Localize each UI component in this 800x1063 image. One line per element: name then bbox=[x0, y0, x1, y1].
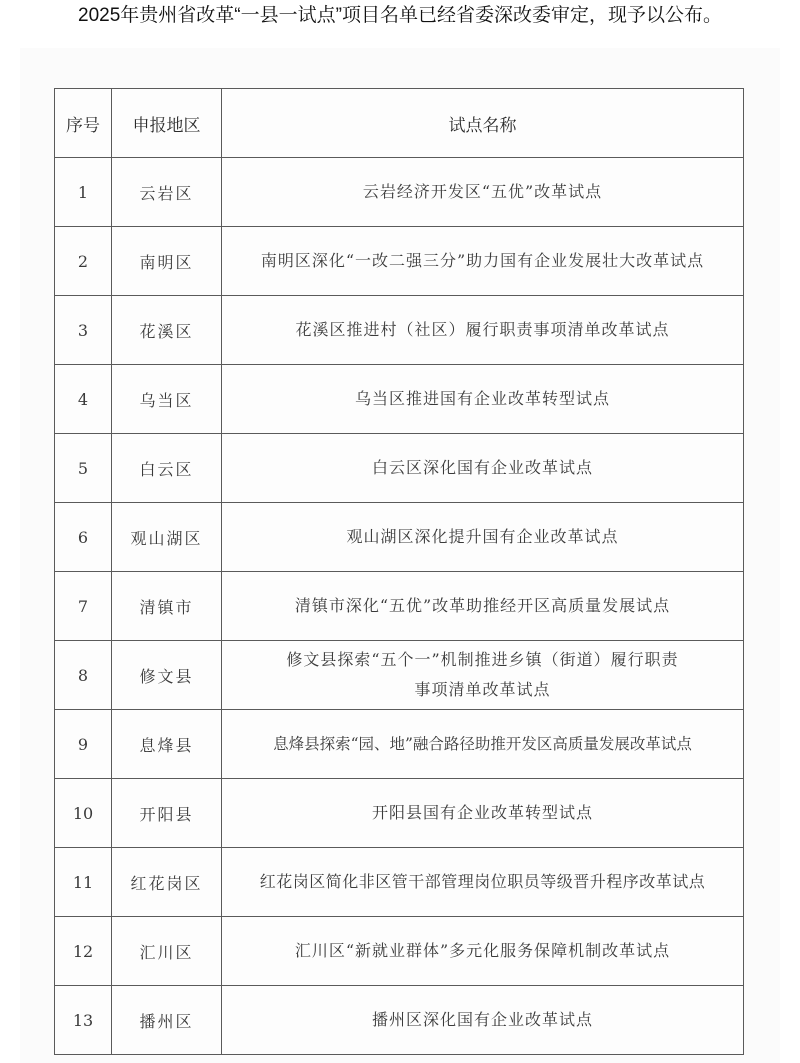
headline: 2025年贵州省改革“一县一试点”项目名单已经省委深改委审定，现予以公布。 bbox=[78, 5, 722, 26]
table-row bbox=[55, 434, 744, 503]
cell-no: 12 bbox=[55, 917, 112, 986]
cell-region: 清镇市 bbox=[112, 572, 222, 641]
cell-no: 4 bbox=[55, 365, 112, 434]
cell-name: 白云区深化国有企业改革试点 bbox=[222, 434, 744, 503]
header-region: 申报地区 bbox=[112, 89, 222, 158]
cell-no: 13 bbox=[55, 986, 112, 1055]
table-row bbox=[55, 296, 744, 365]
cell-name: 播州区深化国有企业改革试点 bbox=[222, 986, 744, 1055]
cell-region: 汇川区 bbox=[112, 917, 222, 986]
cell-no: 8 bbox=[55, 641, 112, 710]
cell-region: 红花岗区 bbox=[112, 848, 222, 917]
cell-name: 红花岗区简化非区管干部管理岗位职员等级晋升程序改革试点 bbox=[222, 848, 744, 917]
cell-region: 修文县 bbox=[112, 641, 222, 710]
cell-name-line: 事项清单改革试点 bbox=[414, 680, 551, 699]
cell-region: 云岩区 bbox=[112, 158, 222, 227]
table-row bbox=[55, 227, 744, 296]
table-row bbox=[55, 365, 744, 434]
cell-no: 9 bbox=[55, 710, 112, 779]
cell-region: 南明区 bbox=[112, 227, 222, 296]
cell-region: 开阳县 bbox=[112, 779, 222, 848]
table-header-row bbox=[55, 89, 744, 158]
header-name: 试点名称 bbox=[222, 89, 744, 158]
cell-region: 播州区 bbox=[112, 986, 222, 1055]
cell-no: 3 bbox=[55, 296, 112, 365]
cell-region: 花溪区 bbox=[112, 296, 222, 365]
cell-no: 1 bbox=[55, 158, 112, 227]
table-row bbox=[55, 641, 744, 710]
table-row bbox=[55, 917, 744, 986]
cell-name bbox=[222, 641, 744, 710]
table-row bbox=[55, 986, 744, 1055]
cell-region: 白云区 bbox=[112, 434, 222, 503]
cell-name: 息烽县探索“园、地”融合路径助推开发区高质量发展改革试点 bbox=[222, 710, 744, 779]
cell-no: 6 bbox=[55, 503, 112, 572]
cell-name-line: 修文县探索“五个一”机制推进乡镇（街道）履行职责 bbox=[286, 650, 679, 669]
cell-name: 云岩经济开发区“五优”改革试点 bbox=[222, 158, 744, 227]
cell-no: 7 bbox=[55, 572, 112, 641]
cell-region: 乌当区 bbox=[112, 365, 222, 434]
cell-no: 10 bbox=[55, 779, 112, 848]
pilot-list-table bbox=[54, 88, 744, 1055]
cell-name: 花溪区推进村（社区）履行职责事项清单改革试点 bbox=[222, 296, 744, 365]
cell-region: 观山湖区 bbox=[112, 503, 222, 572]
cell-name: 汇川区“新就业群体”多元化服务保障机制改革试点 bbox=[222, 917, 744, 986]
cell-no: 11 bbox=[55, 848, 112, 917]
cell-region: 息烽县 bbox=[112, 710, 222, 779]
cell-name: 乌当区推进国有企业改革转型试点 bbox=[222, 365, 744, 434]
table-row bbox=[55, 779, 744, 848]
table-row bbox=[55, 503, 744, 572]
cell-name: 观山湖区深化提升国有企业改革试点 bbox=[222, 503, 744, 572]
table-row bbox=[55, 158, 744, 227]
cell-name: 清镇市深化“五优”改革助推经开区高质量发展试点 bbox=[222, 572, 744, 641]
header-no: 序号 bbox=[55, 89, 112, 158]
cell-name: 开阳县国有企业改革转型试点 bbox=[222, 779, 744, 848]
cell-no: 2 bbox=[55, 227, 112, 296]
cell-name: 南明区深化“一改二强三分”助力国有企业发展壮大改革试点 bbox=[222, 227, 744, 296]
table-row bbox=[55, 848, 744, 917]
cell-no: 5 bbox=[55, 434, 112, 503]
table-row bbox=[55, 572, 744, 641]
table-row bbox=[55, 710, 744, 779]
